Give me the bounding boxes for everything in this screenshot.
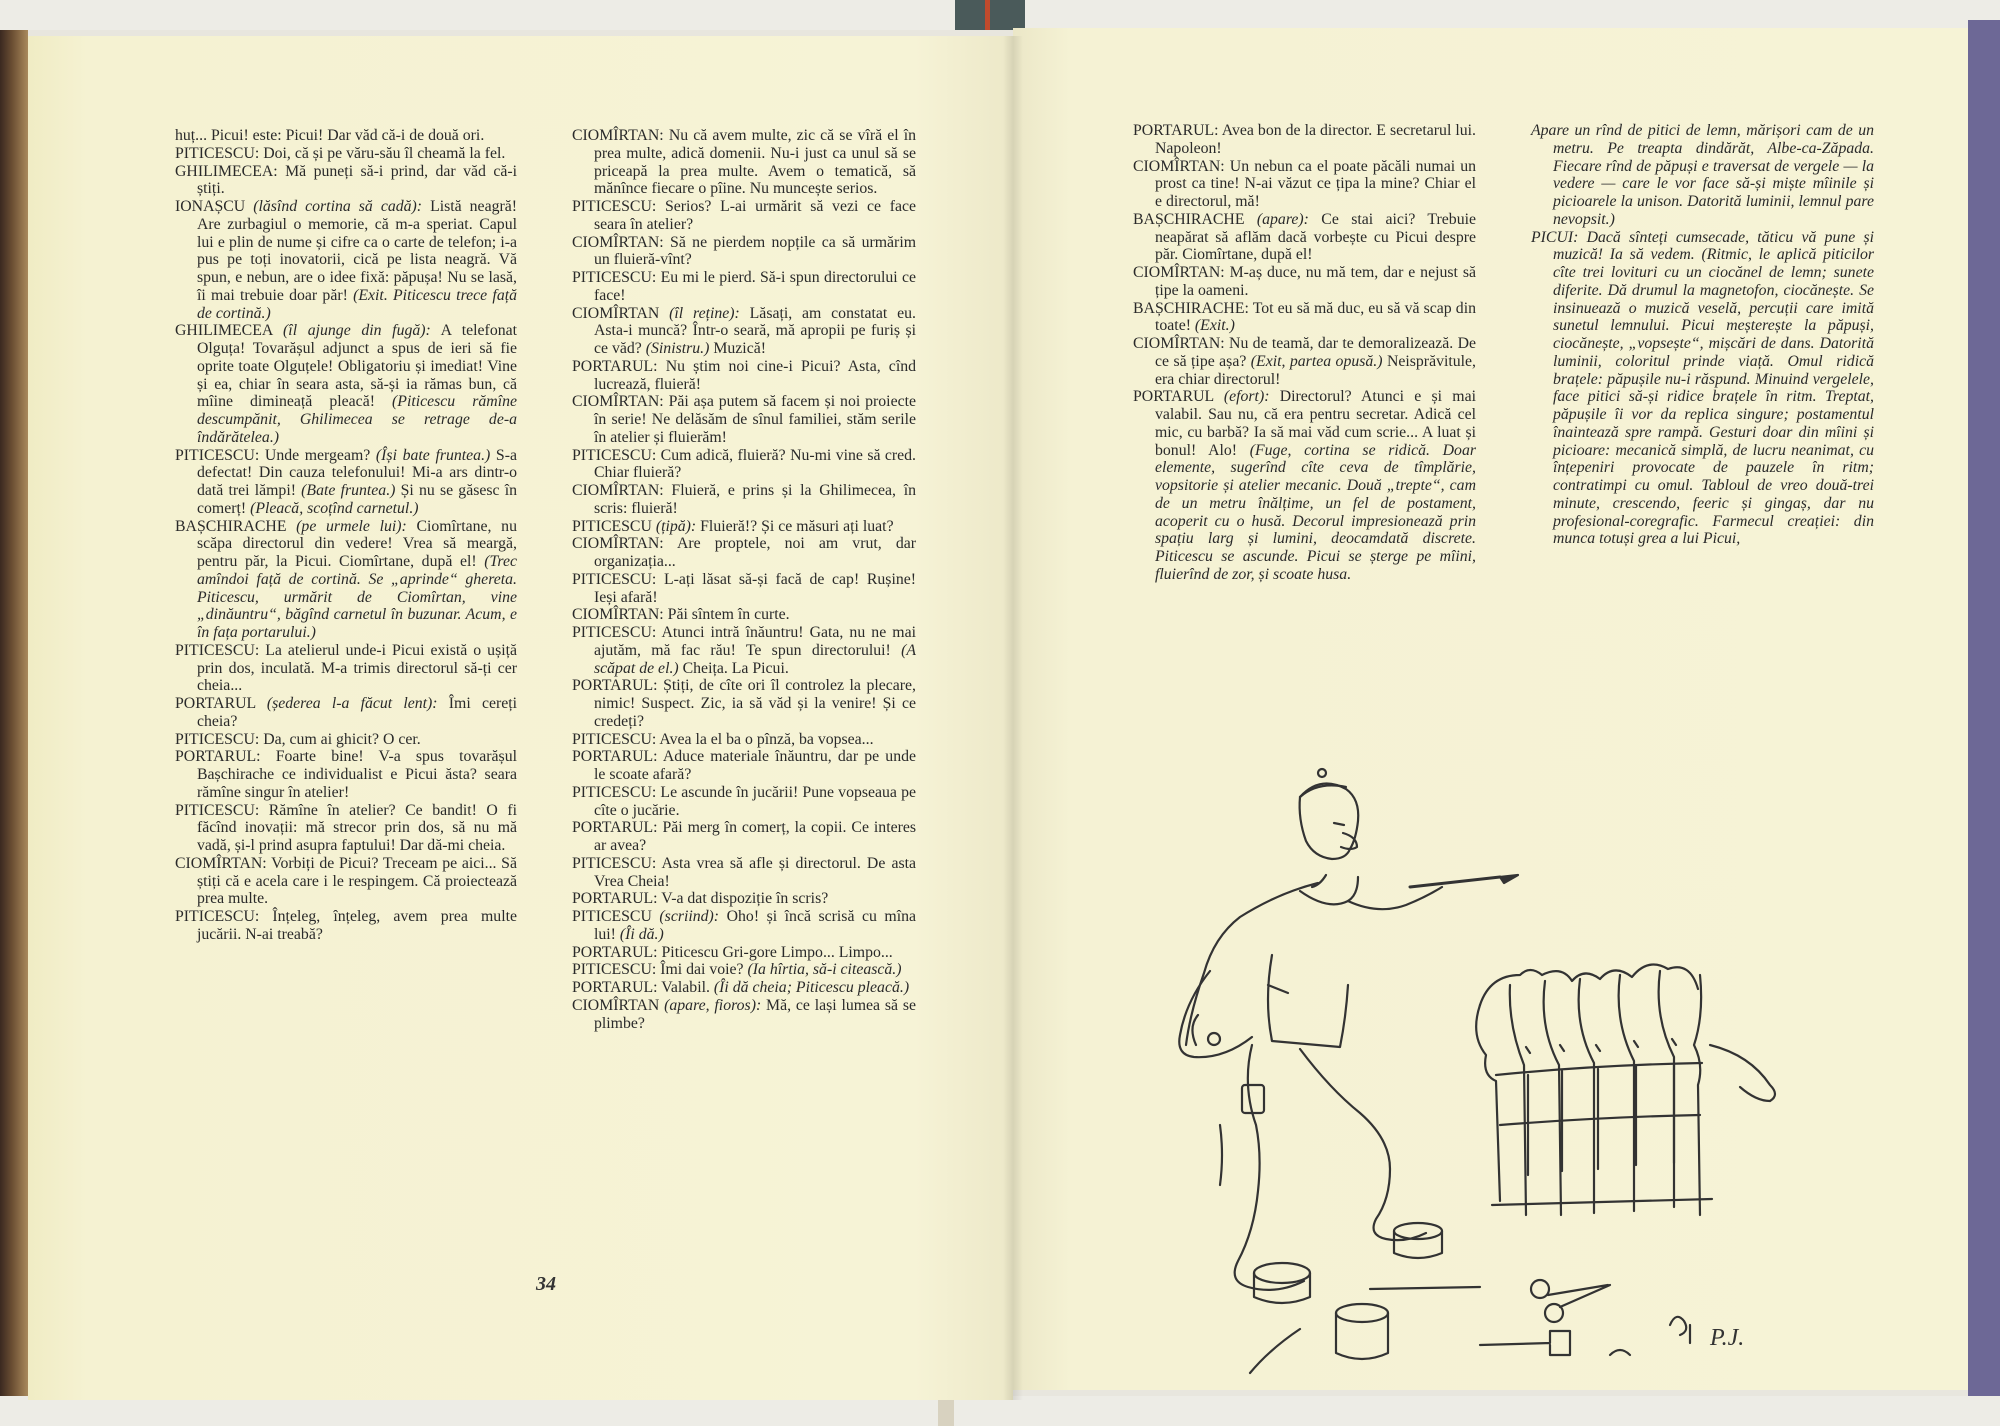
- stage-direction: (Piticescu rămîne descumpănit, Ghilimecea se retrage de-a îndărătelea.): [197, 393, 517, 446]
- dialogue-line: [175, 855, 517, 908]
- spoken-text: Știți, de cîte ori îl controlez la plecare, nimic! Suspect. Zic, ia să văd și la venire! Și ce credeți?: [594, 677, 917, 730]
- spoken-text: Unde mergeam?: [264, 446, 371, 464]
- speaker-name: CIOMÎRTAN:: [572, 482, 664, 499]
- dialogue-line: [175, 731, 517, 749]
- spoken-text: Lăsați, am constatat eu. Asta-i muncă? Într-o seară, mă apropii pe furiș și ce văd?: [594, 304, 917, 357]
- dialogue-line: [175, 322, 517, 446]
- spoken-text: Îmi dai voie?: [660, 961, 744, 979]
- stage-direction: (Exit. Piticescu trece față de cortină.): [197, 286, 518, 322]
- scan-bottom-strip: [0, 1396, 2000, 1426]
- spoken-text: Piticescu Gri-gore Limpo... Limpo...: [661, 943, 893, 961]
- dialogue-line: [572, 606, 916, 624]
- speaker-name: BAȘCHIRACHE: [1133, 210, 1245, 228]
- dialogue-line: [572, 269, 916, 305]
- spoken-text: Rămîne în atelier? Ce bandit! O fi făcînd inovații: mă strecor prin dos, să nu mă vadă, și-l prind asupra faptului! Dar dă-mi cheia.: [197, 801, 517, 854]
- spoken-text: Oho! și încă scrisă cu mîna lui!: [594, 908, 916, 943]
- stage-direction: (Ritmic, le aplică piticilor cîte trei lovituri cu un ciocănel de lemn; sunete diferite. Dă drumul la magnetofon, ciocănește. Se insinuează o muzică veselă, percuții care imită sunetul lemnului. Picui meșterește la păpuși, ciocănește, „vopsește“, mișcări de dans. Datorită luminii, coloritul prinde viață. Omul ridică brațele: păpușile nu-i răspund. Minuind vergelele, face pitici să-și ridice brațele în ritm. Treptat, păpușile îi vor da replica singure; postamentul înaintează spre rampă. Gesturi doar din mîini și picioare: mecanică simplă, de lucru neanimat, cu înțepeniri provocate de pauzele în ritm; contratimpi cu omul. Tabloul de vreo două-trei minute, crescendo, feeric și gingaș, dar nu profesional-coregrafic. Farmecul creației: din munca totuși grea a lui Picui,: [1553, 246, 1875, 548]
- spoken-text: Și nu se găsesc în comerț!: [197, 482, 518, 517]
- page-number: 34: [536, 1273, 556, 1295]
- speaker-name: GHILIMECEA: [175, 322, 273, 340]
- artist-signature: P.J.: [1710, 1325, 1745, 1351]
- dialogue-line: [572, 890, 916, 908]
- speaker-name: PITICESCU:: [572, 269, 657, 286]
- speaker-name: PORTARUL:: [175, 748, 261, 766]
- bookmark-ribbon: [985, 0, 990, 30]
- spoken-text: S-a defectat! Din cauza telefonului! Mi-a ars dintr-o dată trei lămpi!: [197, 446, 517, 499]
- speaker-name: BAȘCHIRACHE:: [1133, 299, 1249, 317]
- spoken-text: Foarte bine! V-a spus tovarășul Bașchirache ce individualist e Picui ăsta? seara rămîne singur în atelier!: [197, 748, 517, 801]
- dialogue-line: [175, 802, 517, 855]
- dialogue-line: [572, 731, 916, 749]
- dwarf-puppets: [1476, 965, 1775, 1216]
- dialogue-line: [1133, 211, 1476, 264]
- speaker-name: CIOMÎRTAN:: [1133, 335, 1225, 352]
- stage-direction: (apare, fioros):: [664, 996, 762, 1014]
- spoken-text: Eu mi le pierd. Să-i spun directorului ce face!: [594, 269, 916, 304]
- spoken-text: Nu de teamă, dar te demoralizează. De ce să țipe așa?: [1155, 335, 1476, 370]
- spoken-text: La atelierul unde-i Picui există o ușiță prin dos, inculată. M-a trimis directorul să-ți cer cheia...: [197, 641, 518, 695]
- stage-direction: (efort):: [1223, 388, 1270, 406]
- spoken-text: Îmi cereți cheia?: [197, 695, 518, 730]
- stage-direction: (Îi dă.): [619, 925, 664, 943]
- speaker-name: PORTARUL:: [572, 979, 658, 996]
- scan-top-dark-area: [955, 0, 1025, 30]
- spoken-text: Cum adică, fluieră? Nu-mi vine să cred. Chiar fluieră?: [594, 446, 917, 482]
- spoken-text: Muzică!: [713, 340, 766, 357]
- dialogue-line: [175, 163, 517, 199]
- spoken-text: Le ascunde în jucării! Pune vopseaua pe cîte o jucărie.: [594, 783, 916, 819]
- spoken-text: Păi sîntem în curte.: [667, 606, 790, 624]
- spoken-text: Neisprăvitule, era chiar directorul!: [1155, 352, 1477, 388]
- spoken-text: V-a dat dispoziție în scris?: [661, 890, 829, 908]
- speaker-name: PORTARUL:: [572, 748, 658, 766]
- book-cover-left-edge: [0, 30, 28, 1426]
- spoken-text: Nu că avem multe, zic că se vîră el în prea multe, adică domenii. Nu-i just ca unul să se priceapă la prea multe. Avem o tematică, să mănînce fiecare o pîine. Nu muncește serios.: [594, 127, 916, 198]
- speaker-name: PITICESCU:: [175, 641, 260, 659]
- dialogue-line: [175, 518, 517, 642]
- speaker-name: PITICESCU:: [175, 908, 260, 925]
- spoken-text: Avea la el ba o pînză, ba vopsea...: [659, 730, 874, 748]
- stage-direction: (Exit, partea opusă.): [1250, 352, 1383, 370]
- dialogue-line: [572, 819, 916, 855]
- stage-direction: (pe urmele lui):: [296, 517, 407, 535]
- dialogue-line: [175, 908, 517, 944]
- stage-direction: Apare un rînd de pitici de lemn, mărișori cam de un metru. Pe treapta dindărăt, Albe-ca-Zăpada. Fiecare rînd de păpuși e traversat de vergele — la vedere — care le vor face să-și miște mîinile și picioarele la unison. Datorită luminii, lemnul pare nevopsit.): [1531, 122, 1874, 228]
- stage-direction: (Fuge, cortina se ridică. Doar elemente, sugerînd cîte ceva de tîmplărie, vopsitorie și atelier mecanic. Două „trepte“, cam de un metru înălțime, un fel de postament, acoperit cu o husă. Decorul impresionează prin spațiu larg și lumini, deocamdată discrete. Piticescu se ascunde. Picui se șterge pe mîini, fluierînd de zor, și scoate husa.: [1155, 441, 1477, 583]
- speaker-name: CIOMÎRTAN: [572, 996, 660, 1014]
- spoken-text: Un nebun ca el poate păcăli numai un prost ca tine! N-ai văzut ce țipa la mine? Chiar el e directorul, mă!: [1155, 157, 1476, 210]
- stage-direction: (Exit.): [1194, 317, 1235, 335]
- dialogue-line: [1133, 388, 1476, 583]
- stage-direction: (îl ajunge din fugă):: [283, 322, 431, 340]
- stage-direction: (lăsînd cortina să cadă):: [253, 198, 423, 215]
- speaker-name: PORTARUL:: [1133, 122, 1219, 139]
- spoken-text: Ciomîrtane, nu scăpa directorul din vedere! Vrea să meargă, pentru păr, la Picui. Ciomîrtane, după el!: [197, 517, 517, 570]
- dialogue-line: [572, 571, 916, 607]
- speaker-name: IONAȘCU: [175, 198, 246, 215]
- spoken-text: Cheița. La Picui.: [682, 659, 789, 677]
- spoken-text: Tot eu să mă duc, eu să vă scap din toate!: [1155, 299, 1476, 335]
- spoken-text: Să ne pierdem nopțile ca să urmărim un fluieră-vînt?: [594, 233, 916, 269]
- speaker-name: PORTARUL:: [572, 677, 658, 695]
- speaker-name: CIOMÎRTAN:: [572, 127, 664, 144]
- dialogue-line: [572, 482, 916, 518]
- dialogue-line: [572, 198, 916, 234]
- dialogue-line: [572, 234, 916, 270]
- dialogue-line: [572, 393, 916, 446]
- dialogue-line: [175, 447, 517, 518]
- painter-figure: [1179, 769, 1518, 1290]
- dialogue-line: [1133, 264, 1476, 300]
- speaker-name: PITICESCU:: [572, 446, 657, 464]
- speaker-name: PITICESCU:: [572, 961, 657, 979]
- text-column-3: [1133, 122, 1476, 584]
- stage-direction: (îl reține):: [669, 304, 740, 322]
- dialogue-line: [1133, 335, 1476, 388]
- dialogue-line: [572, 677, 916, 730]
- dialogue-line: [572, 535, 916, 571]
- dialogue-line: [572, 979, 916, 997]
- stage-direction: (Pleacă, scoțînd carnetul.): [250, 499, 419, 517]
- dialogue-line: [572, 784, 916, 820]
- speaker-name: PORTARUL: [175, 695, 256, 712]
- speaker-name: CIOMÎRTAN:: [572, 393, 664, 411]
- floor-tools: [1250, 1223, 1690, 1373]
- spoken-text: Asta vrea să afle și directorul. De asta Vrea Cheia!: [594, 854, 917, 890]
- dialogue-line: [572, 624, 916, 677]
- speaker-name: PORTARUL:: [572, 819, 658, 837]
- dialogue-line: [572, 855, 916, 891]
- dialogue-line: [1133, 122, 1476, 158]
- stage-direction: (A scăpat de el.): [594, 641, 916, 677]
- spoken-text: Da, cum ai ghicit? O cer.: [263, 730, 421, 748]
- dialogue-line: [175, 127, 517, 145]
- spoken-text: L-ați lăsat să-și facă de cap! Rușine! Ieși afară!: [594, 570, 917, 606]
- speaker-name: PITICESCU:: [175, 446, 260, 464]
- spoken-text: Fluieră, e prins și la Ghilimecea, în scris: fluieră!: [594, 482, 916, 517]
- dialogue-line: [175, 695, 517, 731]
- spoken-text: Înțeleg, înțeleg, avem prea multe jucării. N-ai treabă?: [197, 908, 517, 943]
- stage-direction: (Îi dă cheia; Piticescu pleacă.): [713, 979, 910, 996]
- spoken-text: Serios? L-ai urmărit să vezi ce face seara în atelier?: [594, 198, 917, 233]
- stage-direction: (Bate fruntea.): [301, 482, 396, 499]
- spoken-text: Nu știm noi cine-i Picui? Asta, cînd lucrează, fluieră!: [594, 357, 916, 393]
- speaker-name: PORTARUL:: [572, 357, 658, 375]
- dialogue-line: [572, 748, 916, 784]
- spoken-text: Păi merg în comerț, la copii. Ce interes ar avea?: [594, 819, 917, 854]
- speaker-name: PITICESCU: [572, 517, 652, 535]
- stage-direction: (Trec amîndoi față de cortină. Se „aprinde“ gheretа. Piticescu, urmărit de Ciomîrtan, vine „dinăuntru“, băgînd carnetul în buzunar. Acum, e în fața portarului.): [197, 553, 518, 641]
- spoken-text: M-aș duce, nu mă tem, dar e nejust să țipe la oameni.: [1155, 264, 1476, 299]
- text-column-1: [175, 127, 517, 944]
- speaker-name: PITICESCU:: [572, 730, 657, 748]
- dialogue-line: [572, 908, 916, 944]
- speaker-name: PORTARUL:: [572, 890, 658, 908]
- spoken-text: Vorbiți de Picui? Treceam pe aici... Să știți că e acela care i le respingem. Că proiectează prea multe.: [197, 854, 517, 908]
- spoken-text: Ce stai aici? Trebuie neapărat să aflăm dacă vorbește cu Picui despre păr. Ciomîrtane, după el!: [1155, 210, 1476, 264]
- speaker-name: PITICESCU:: [175, 801, 260, 819]
- dialogue-line: [572, 358, 916, 394]
- spoken-text: Valabil.: [661, 979, 710, 996]
- speaker-name: PITICESCU:: [572, 854, 657, 872]
- spoken-text: Păi așa putem să facem și noi proiecte în serie! Ne delăsăm de sînul familiei, stăm serile în atelier și fluierăm!: [594, 393, 916, 446]
- speaker-name: PITICESCU:: [572, 198, 657, 215]
- spoken-text: Listă neagră! Are zurbagiul o memorie, că m-a speriat. Capul lui e plin de nume și cifre ca o carte de telefon; i-a pus pe toți inovatorii, cică pe lista neagră. Vă spun, e nebun, are o idee fixă: păpușa! Nu se lasă, îi mai trebuie doar păr!: [197, 198, 518, 304]
- dialogue-line: [572, 961, 916, 979]
- stage-direction: (țipă):: [655, 517, 697, 535]
- dialogue-line: [175, 198, 517, 322]
- text-column-2: [572, 127, 916, 1032]
- dialogue-line: [175, 642, 517, 695]
- speaker-name: CIOMÎRTAN:: [572, 535, 664, 553]
- spoken-text: Mă, ce lași lumea să se plimbe?: [594, 996, 916, 1032]
- spoken-text: Atunci intră înăuntru! Gata, nu ne mai ajutăm, mă fac rău! Te spun directorului!: [594, 624, 916, 659]
- dialogue-line: [572, 305, 916, 358]
- speaker-name: PITICESCU:: [572, 624, 657, 641]
- stage-direction: (apare):: [1256, 210, 1309, 228]
- spoken-text: Directorul? Atunci e și mai valabil. Sau nu, că era pentru secretar. Adică cel mic, cu barbă? Ia să mai văd cum scrie... A luat și bonul! Alo!: [1155, 388, 1476, 459]
- stage-direction: (scriind):: [659, 908, 720, 925]
- speaker-name: PITICESCU:: [572, 783, 657, 801]
- spoken-text: Mă puneți să-i prind, dar văd că-i știți.: [197, 162, 517, 198]
- dialogue-line: [1133, 300, 1476, 336]
- dialogue-line: [1133, 158, 1476, 211]
- speaker-name: PORTARUL: [1133, 388, 1214, 406]
- dialogue-line: [572, 997, 916, 1033]
- speaker-name: CIOMÎRTAN:: [572, 606, 664, 624]
- speaker-name: PITICESCU:: [572, 570, 657, 588]
- spoken-text: Doi, că și pe văru-său îl cheamă la fel.: [263, 144, 506, 162]
- stage-direction: (Își bate fruntea.): [375, 446, 491, 464]
- dialogue-line: [1531, 229, 1874, 549]
- spoken-text: Dacă sînteți cumsecade, tăticu vă pune și muzică! Ia să vedem.: [1553, 228, 1874, 264]
- text-column-4: [1531, 122, 1874, 548]
- speaker-name: PITICESCU: [572, 908, 652, 925]
- dialogue-line: [175, 145, 517, 163]
- speaker-name: GHILIMECEA:: [175, 162, 278, 180]
- speaker-name: CIOMÎRTAN: [572, 304, 660, 322]
- dialogue-line: [572, 944, 916, 962]
- stage-direction: (Sinistru.): [645, 340, 710, 357]
- speaker-name: PITICESCU:: [175, 144, 260, 162]
- speaker-name: PICUI:: [1531, 228, 1579, 246]
- speaker-name: CIOMÎRTAN:: [175, 854, 267, 872]
- dialogue-line: [572, 518, 916, 536]
- stage-direction: (Ia hîrtia, să-i citească.): [747, 961, 902, 979]
- speaker-name: PORTARUL:: [572, 943, 658, 961]
- dialogue-line: [572, 447, 916, 483]
- spoken-text: Are proptele, noi am vrut, dar organizația...: [594, 535, 916, 570]
- painter-with-dwarf-puppets-drawing: [1150, 745, 1870, 1385]
- speaker-name: CIOMÎRTAN:: [572, 233, 664, 251]
- dialogue-line: [1531, 122, 1874, 229]
- stage-direction: (șederea l-a făcut lent):: [266, 695, 438, 712]
- spoken-text: Aduce materiale înăuntru, dar pe unde le scoate afară?: [594, 748, 917, 783]
- book-gutter: [1003, 36, 1023, 1400]
- dialogue-line: [572, 127, 916, 198]
- spoken-text: Avea bon de la director. E secretarul lui. Napoleon!: [1155, 122, 1477, 157]
- spoken-text: A telefonat Olguța! Tovarășul adjunct a spus de ieri să fie oprite toate Olguțele! Obligatoriu și imediat! Vine și ea, chiar în seara asta, să-și ia rămas bun, că mîine dimineață pleacă!: [197, 322, 518, 411]
- speaker-name: CIOMÎRTAN:: [1133, 157, 1225, 175]
- speaker-name: PITICESCU:: [175, 730, 260, 748]
- book-cover-right-edge: [1968, 20, 2000, 1410]
- dialogue-line: [175, 748, 517, 801]
- speaker-name: BAȘCHIRACHE: [175, 517, 287, 535]
- spoken-text: Fluieră!? Și ce măsuri ați luat?: [700, 517, 894, 535]
- spoken-text: huț... Picui! este: Picui! Dar văd că-i de două ori.: [175, 127, 485, 144]
- speaker-name: CIOMÎRTAN:: [1133, 264, 1225, 281]
